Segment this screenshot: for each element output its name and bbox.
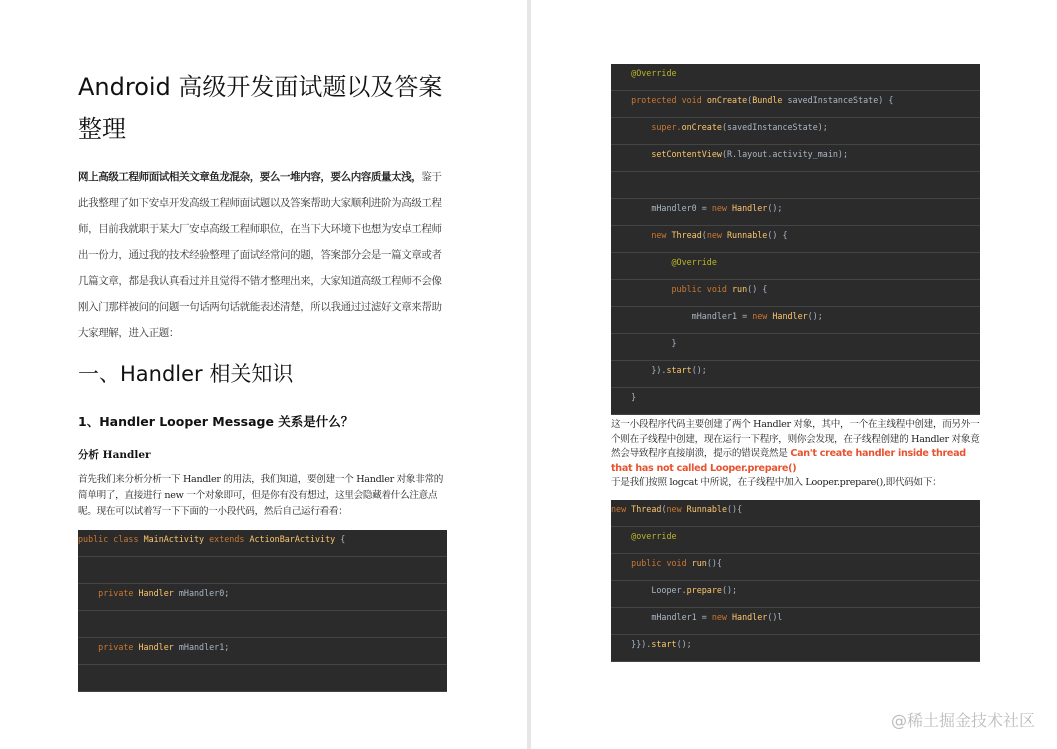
intro-text: 鉴于此我整理了如下安卓开发高级工程师面试题以及答案帮助大家顺利进阶为高级工程师，目前我就职于某大厂安卓高级工程师职位，在当下大环境下也想为安卓工程师出一份力，通过我的技术经验整理了面试经常问的题，答案部分会是一篇文章或者几篇文章，都是我认真看过并且觉得不错才整理出来，大家知道高级工程师不会像刚入门那样被问的问题一句话两句话就能表述清楚，所以我通过过滤好文章来帮助大家理解，进入正题： [78,171,442,339]
question-heading: 1、Handler Looper Message 关系是什么？ [78,414,354,429]
code-line [611,307,980,334]
code-token: onCreate [706,95,748,105]
code-token: Looper. [611,585,687,595]
code-token: prepare [686,585,722,595]
code-line [78,638,447,665]
code-token: () { [767,230,788,240]
code-token: @override [611,531,677,541]
intro-paragraph [78,164,450,346]
code-token: (savedInstanceState); [721,122,828,132]
code-token: { [340,534,346,544]
code-token: onCreate [681,122,722,132]
code-token: start [666,365,692,375]
code-token: new [611,504,632,514]
code-token: (); [767,203,783,213]
code-token: () { [747,284,768,294]
code-token: Handler [138,588,179,598]
code-token: ( [701,230,707,240]
code-line [611,145,980,172]
explanation-paragraph [611,418,983,476]
code-token: public class [78,534,144,544]
code-token: Handler [732,612,768,622]
code-line [78,530,447,557]
code-token: Thread [631,504,662,514]
code-token: mHandler1; [178,642,230,652]
code-token: Bundle [752,95,788,105]
section-heading: 一、Handler 相关知识 [78,362,294,386]
code-token: Runnable [686,504,727,514]
code-line [611,253,980,280]
code-line [611,527,980,554]
code-block-right-top [611,64,980,415]
code-token: mHandler1 = [611,612,712,622]
code-token: }). [611,365,667,375]
code-line [78,665,447,692]
code-line [78,584,447,611]
code-token: protected void [611,95,707,105]
code-token: ( [747,95,753,105]
code-token: run [691,558,707,568]
code-line [611,361,980,388]
code-token: run [732,284,748,294]
code-line [611,280,980,307]
code-line [611,118,980,145]
code-token: (); [676,639,692,649]
code-token: setContentView [611,149,722,159]
code-token: new [752,311,773,321]
code-line [611,608,980,635]
code-block-right-bottom [611,500,980,662]
sub-heading: 分析 Handler [78,449,151,461]
code-token: ( [661,504,667,514]
code-token: super. [611,122,682,132]
code-token: public void [611,558,692,568]
explanation-text: 这一小段程序代码主要创建了两个 Handler 对象，其中，一个在主线程中创建，而另外一个则在子线程中创建，现在运行一下程序，则你会发现，在子线程创建的 Handler 对象竟然会导致程序直接崩溃，提示的错误竟然是 [611,419,980,459]
code-line [78,611,447,638]
code-token: mHandler0 = [611,203,712,213]
code-token: new [711,612,733,622]
code-token: Handler [138,642,179,652]
code-line [611,226,980,253]
right-page [531,0,1057,749]
code-line [611,172,980,199]
document-title: Android 高级开发面试题以及答案整理 [78,73,443,143]
code-line [611,64,980,91]
intro-bold-text: 网上高级工程师面试相关文章鱼龙混杂，要么一堆内容，要么内容质量太浅， [78,171,422,183]
code-token: (); [721,585,738,595]
code-token: new [666,504,687,514]
code-token: }}). [611,639,652,649]
code-line [611,334,980,361]
code-token: @Override [611,68,677,78]
code-token: public void [611,284,733,294]
code-token: ()l [767,612,783,622]
code-token: (){ [706,558,722,568]
code-token: savedInstanceState) { [787,95,894,105]
code-token: } [611,338,677,348]
code-token: private [78,642,139,652]
code-token: MainActivity [143,534,210,544]
code-token: } [611,392,637,402]
code-token: mHandler0; [178,588,230,598]
code-line [611,500,980,527]
code-block-left [78,530,447,692]
code-token: start [651,639,677,649]
code-line [611,91,980,118]
logcat-paragraph: 于是我们按照 logcat 中所说，在子线程中加入 Looper.prepare(),即代码如下： [611,477,942,488]
body-paragraph: 首先我们来分析分析一下 Handler 的用法，我们知道，要创建一个 Handler 对象非常的简单明了，直接进行 new 一个对象即可，但是你有没有想过，这里会隐藏着什么注意点呢。现在可以试着写一下下面的一小段代码，然后自己运行看看： [78,474,444,517]
code-token: Thread [671,230,702,240]
code-token: private [78,588,139,598]
left-page [0,0,527,749]
code-token: extends [209,534,250,544]
code-line [611,581,980,608]
code-token: (); [807,311,823,321]
code-token: Runnable [727,230,768,240]
code-line [611,388,980,415]
code-token: @Override [611,257,717,267]
code-token: Handler [732,203,768,213]
code-line [78,557,447,584]
code-line [611,199,980,226]
code-token: new [706,230,727,240]
code-token: mHandler1 = [611,311,753,321]
watermark: @稀土掘金技术社区 [890,711,1035,730]
code-token: (R.layout.activity_main); [721,149,848,159]
code-token: new [711,203,733,213]
code-token: new [611,230,672,240]
code-line [611,635,980,662]
code-token: Handler [772,311,808,321]
code-token: (); [691,365,707,375]
code-line [611,554,980,581]
code-token: ActionBarActivity [249,534,341,544]
code-token: (){ [727,504,743,514]
error-message: Can't create handler inside thread that has not called Looper.prepare() [611,448,966,474]
